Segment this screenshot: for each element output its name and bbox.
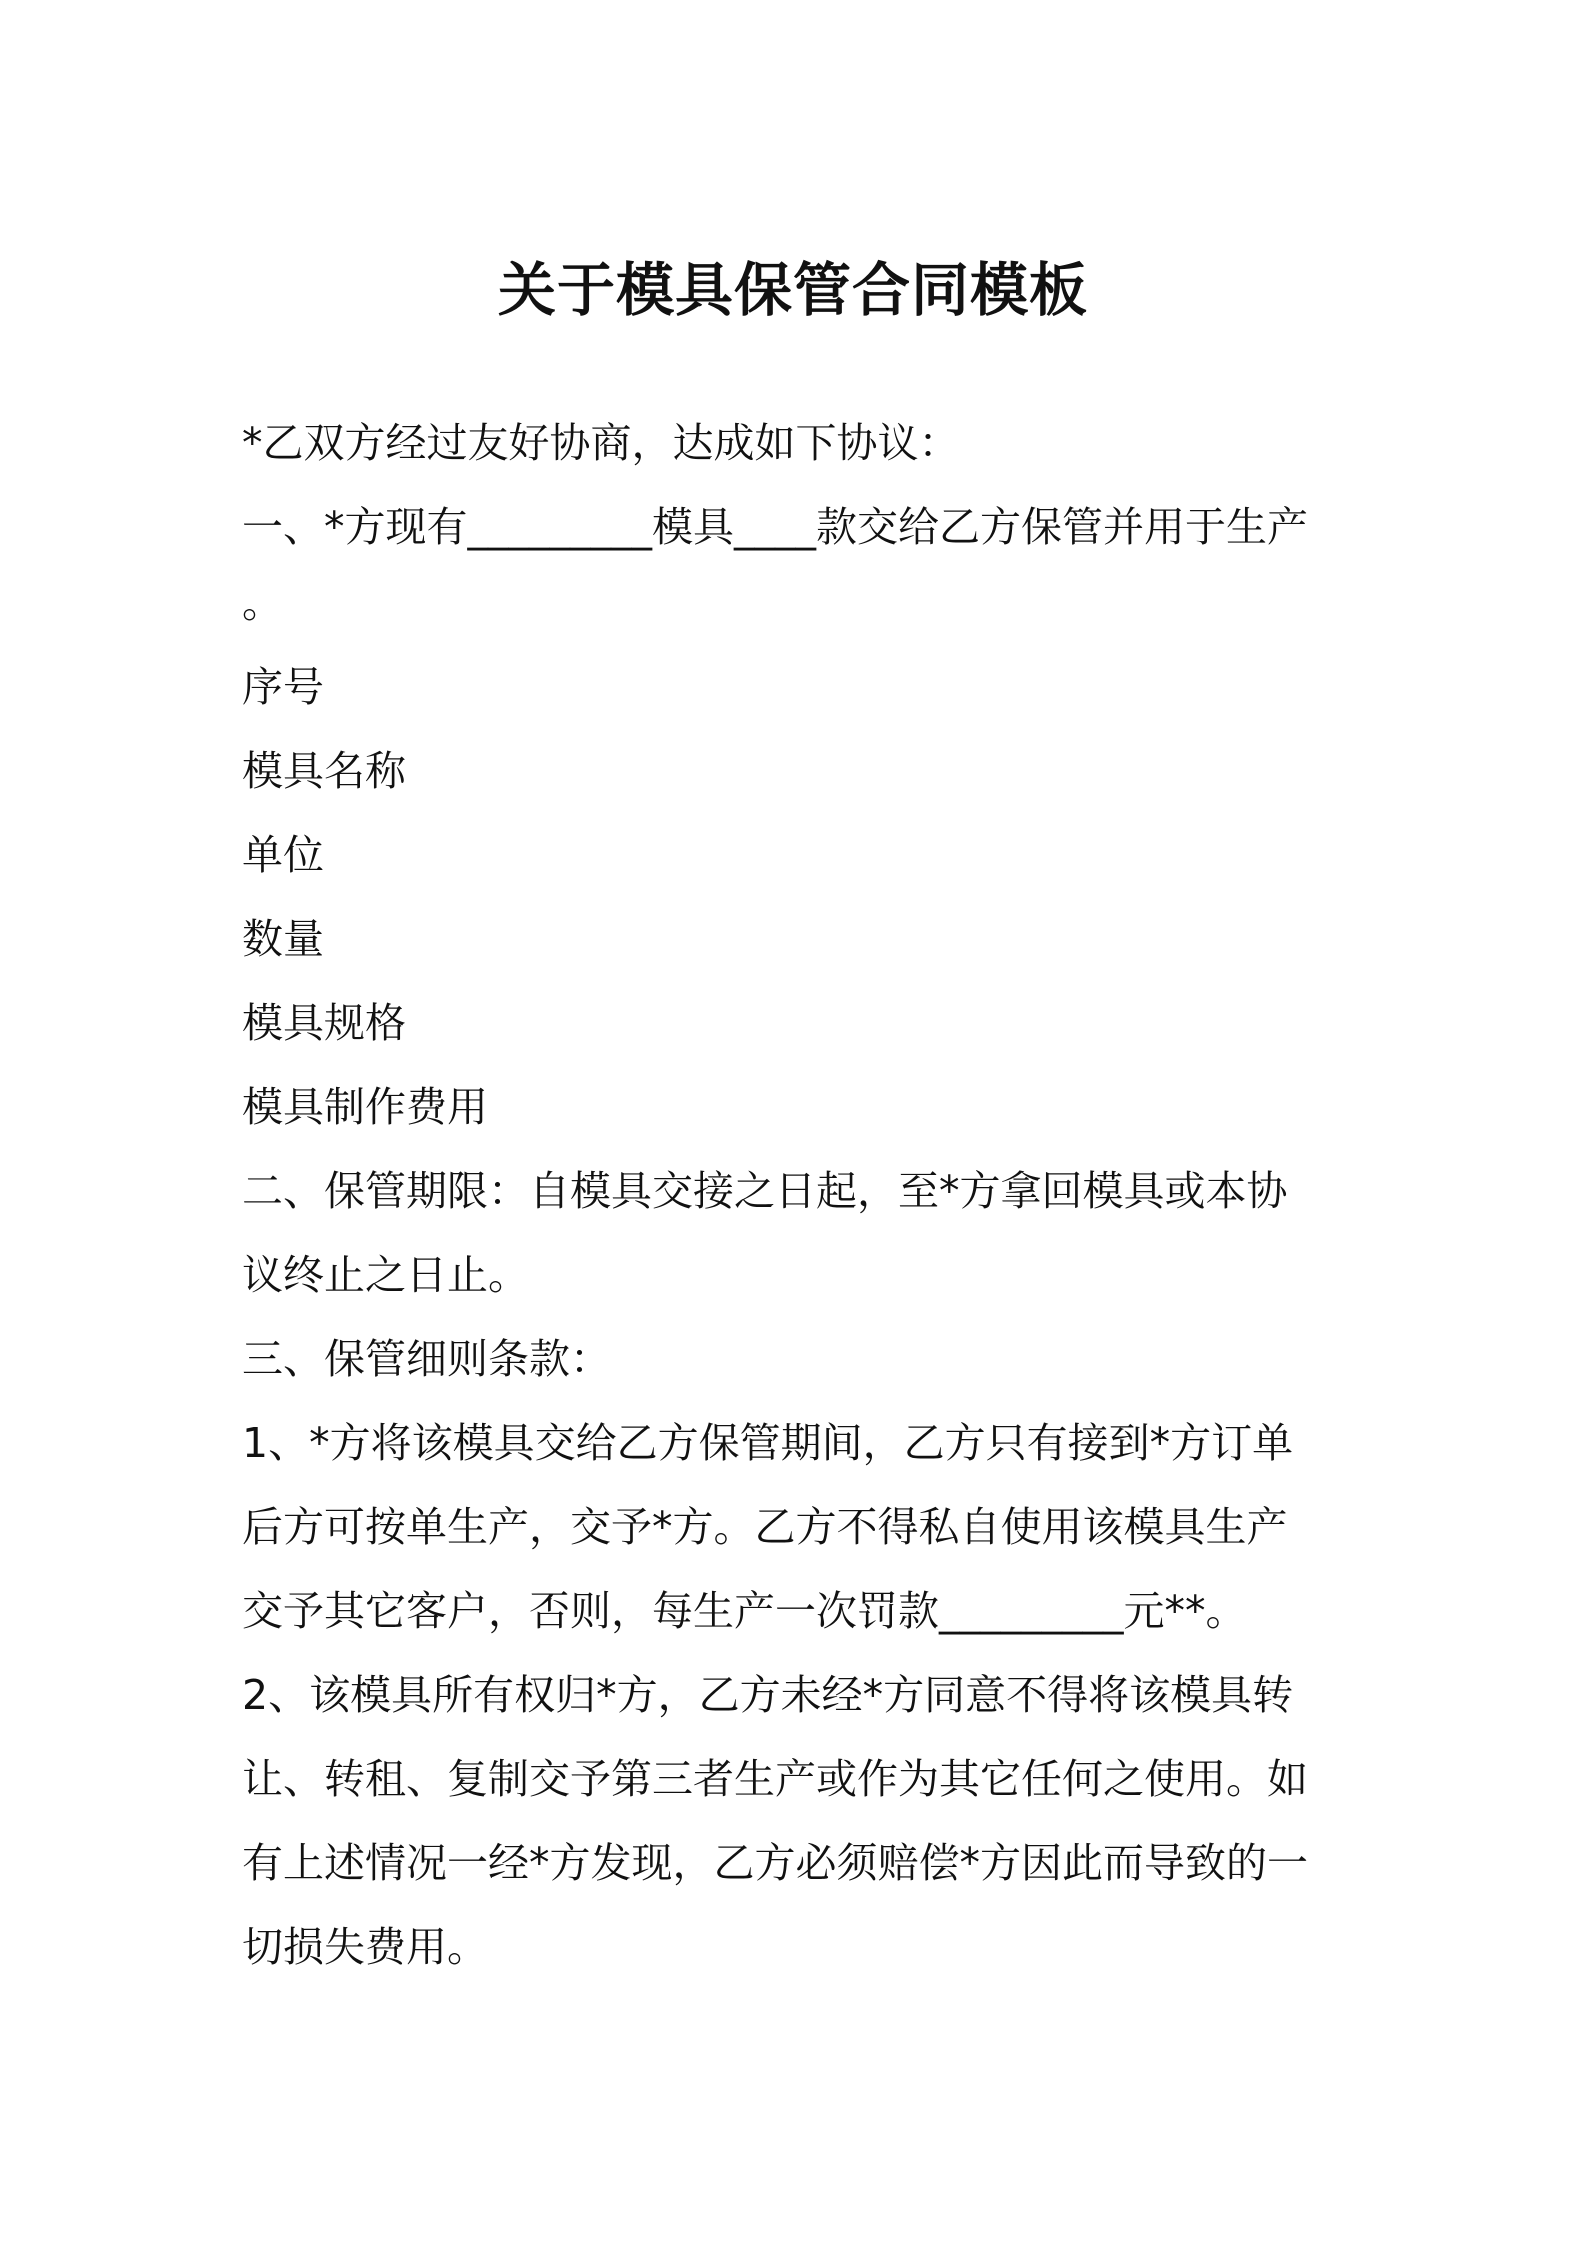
intro-line: *乙双方经过友好协商，达成如下协议： bbox=[242, 419, 960, 467]
clause-3-item-2-line-1: 2、该模具所有权归*方，乙方未经*方同意不得将该模具转 bbox=[242, 1671, 1294, 1719]
clause-3-heading: 三、保管细则条款： bbox=[242, 1335, 611, 1383]
field-unit: 单位 bbox=[242, 831, 324, 879]
clause-3-item-2-line-2: 让、转租、复制交予第三者生产或作为其它任何之使用。如 bbox=[242, 1755, 1308, 1803]
document-body bbox=[242, 401, 1357, 1989]
clause-3-item-2-line-3: 有上述情况一经*方发现，乙方必须赔偿*方因此而导致的一 bbox=[242, 1839, 1308, 1887]
field-mold-fabrication-cost: 模具制作费用 bbox=[242, 1083, 488, 1131]
document-title: 关于模具保管合同模板 bbox=[497, 256, 1088, 324]
clause-3-item-2-line-4: 切损失费用。 bbox=[242, 1923, 488, 1971]
field-mold-name: 模具名称 bbox=[242, 747, 406, 795]
clause-3-item-1-line-2: 后方可按单生产，交予*方。乙方不得私自使用该模具生产 bbox=[242, 1503, 1288, 1551]
clause-2-line-1: 二、保管期限：自模具交接之日起，至*方拿回模具或本协 bbox=[242, 1167, 1288, 1215]
clause-1-line-1: 一、*方现有_________模具____款交给乙方保管并用于生产 bbox=[242, 503, 1308, 551]
clause-2-line-2: 议终止之日止。 bbox=[242, 1251, 529, 1299]
field-quantity: 数量 bbox=[242, 915, 324, 963]
clause-3-item-1-line-1: 1、*方将该模具交给乙方保管期间，乙方只有接到*方订单 bbox=[242, 1419, 1294, 1467]
clause-1-line-2: 。 bbox=[242, 579, 283, 627]
field-mold-specification: 模具规格 bbox=[242, 999, 406, 1047]
clause-3-item-1-line-3: 交予其它客户，否则，每生产一次罚款_________元**。 bbox=[242, 1587, 1247, 1635]
field-serial-number: 序号 bbox=[242, 663, 324, 711]
